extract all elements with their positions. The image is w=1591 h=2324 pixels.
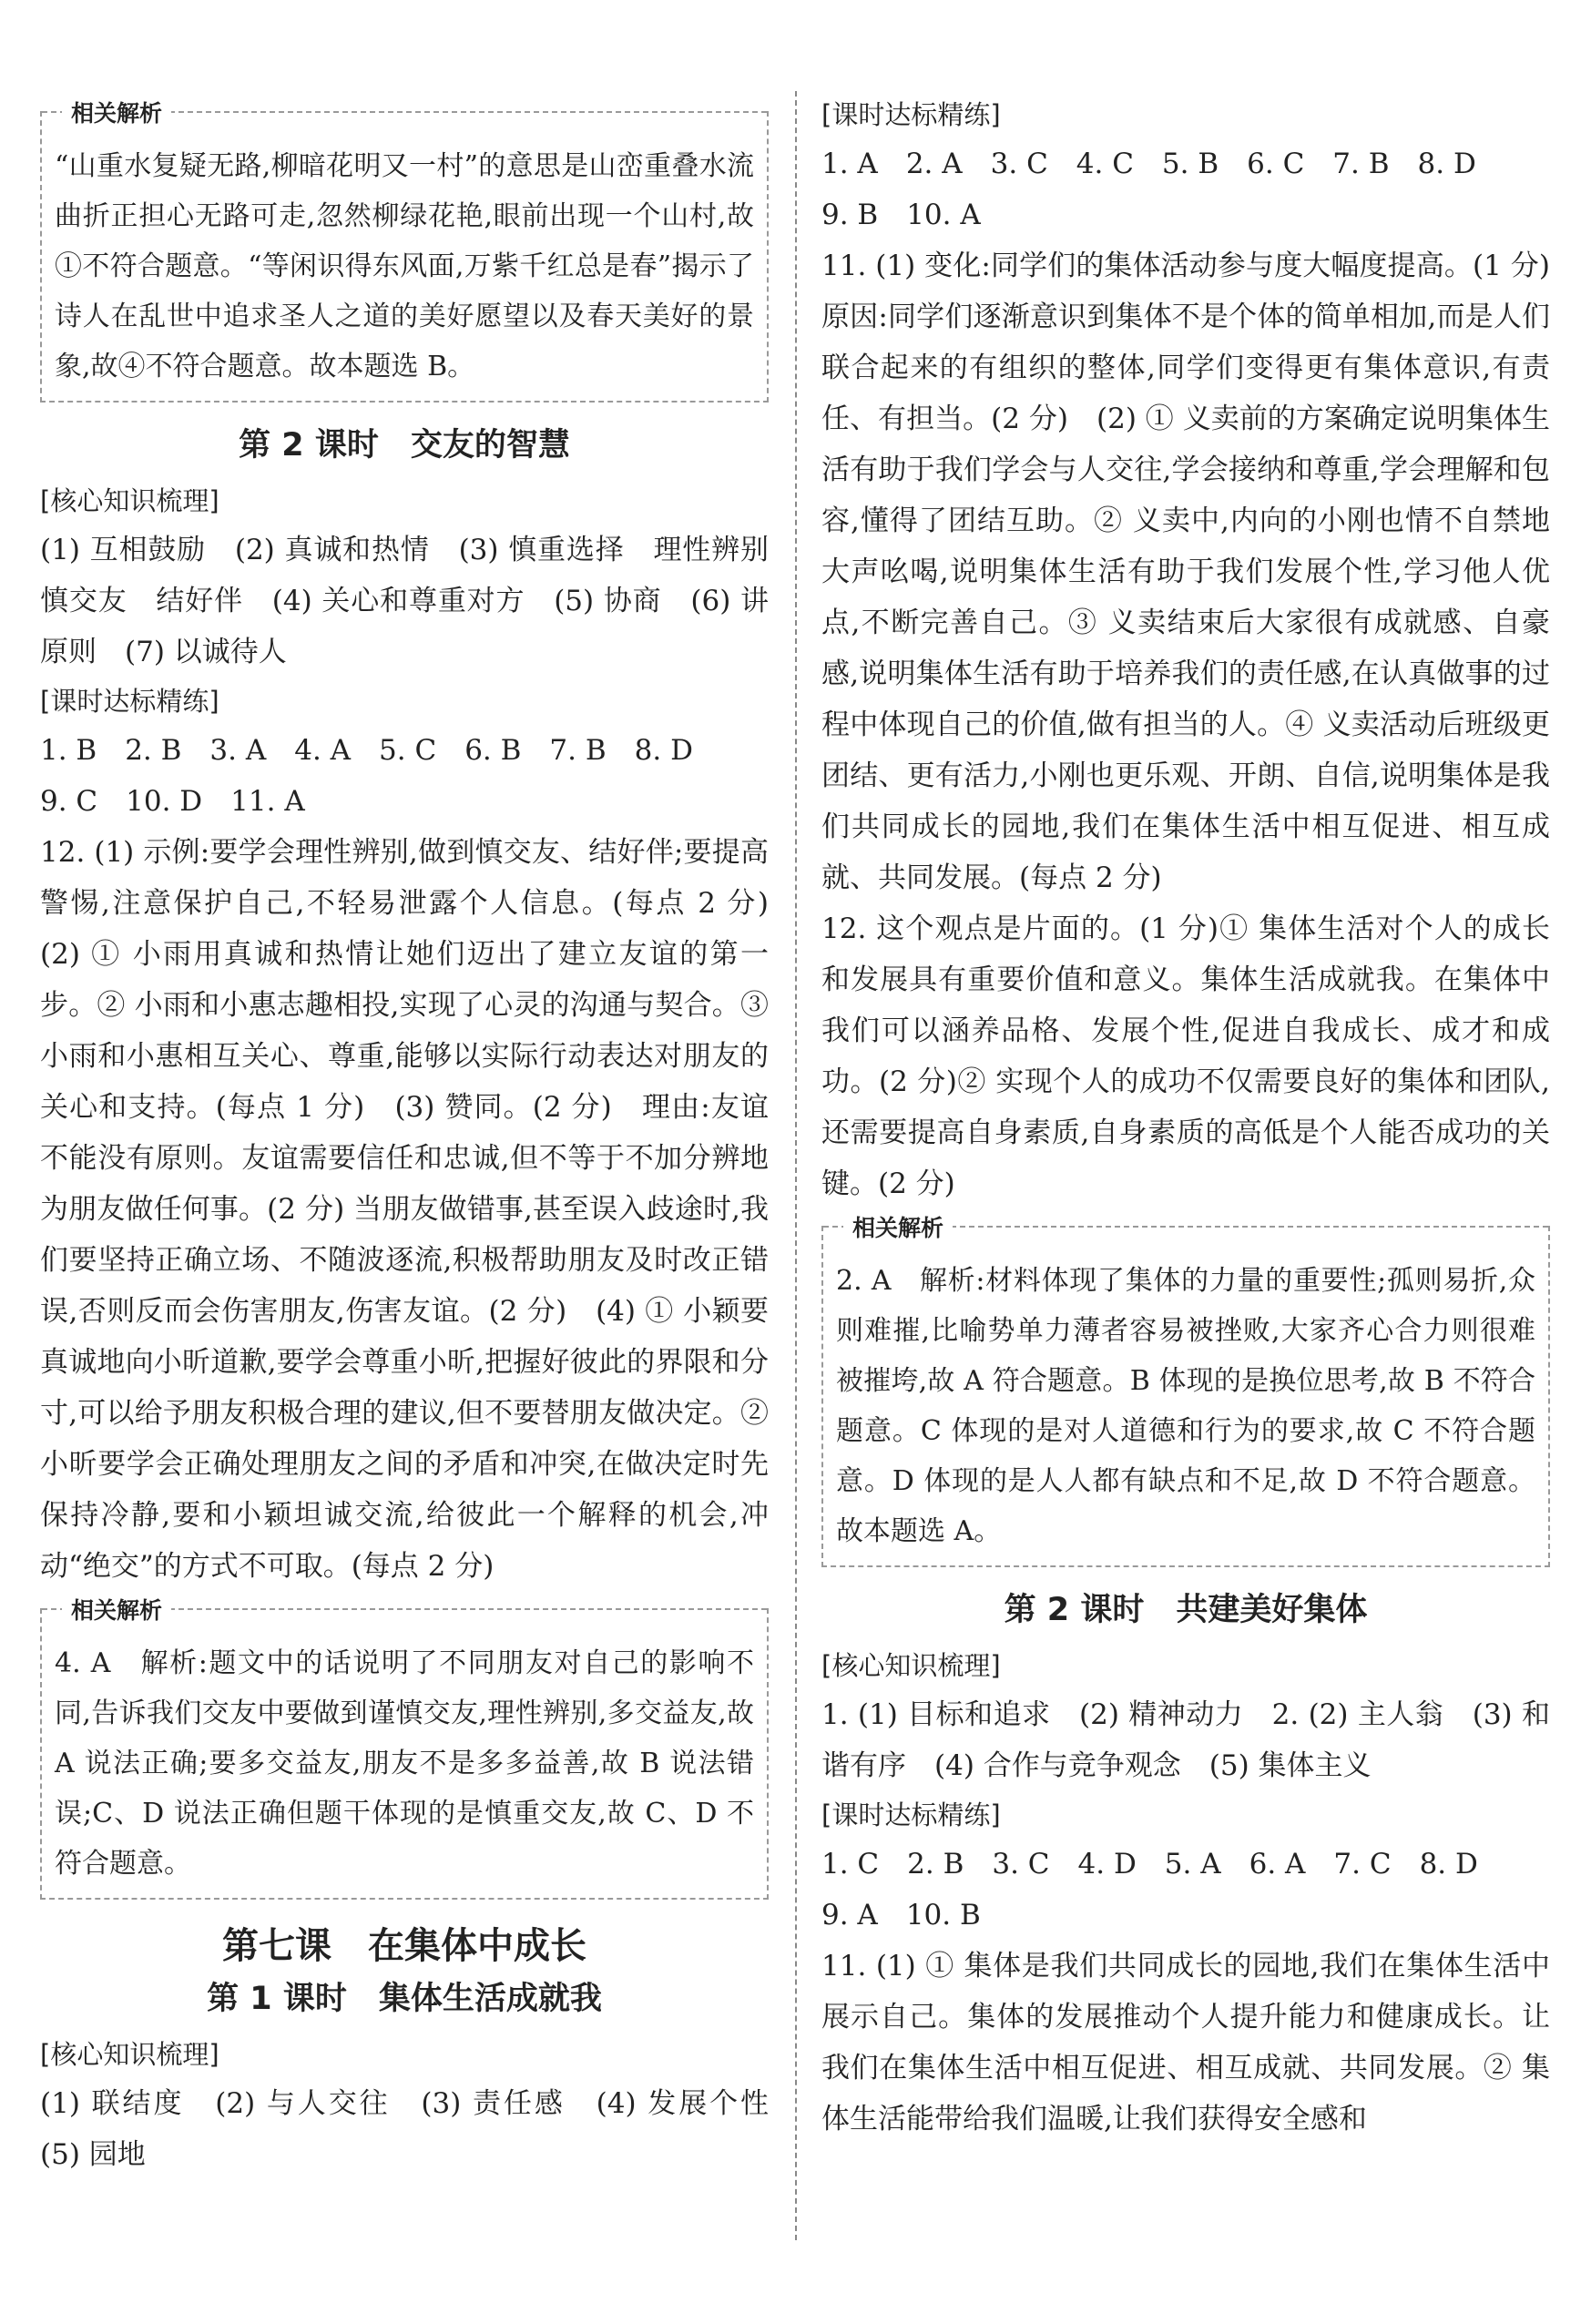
lesson-title: 第 2 课时 交友的智慧 bbox=[239, 427, 570, 464]
knowledge-text: 1. (1) 目标和追求 (2) 精神动力 2. (2) 主人翁 (3) 和谐有序 (4) 合作与竞争观念 (5) 集体主义 bbox=[821, 1698, 1550, 1782]
analysis-box bbox=[821, 1215, 1550, 1567]
question-11-answer: 11. (1) ① 集体是我们共同成长的园地,我们在集体生活中展示自己。集体的发展推动个人提升能力和健康成长。让我们在集体生活中相互促进、相互成就、共同发展。② 集体生活能带给我们温暖,让我们获得安全感和 bbox=[821, 1950, 1550, 2135]
right-column bbox=[821, 91, 1578, 2145]
answers-line: 9. A 10. B bbox=[821, 1899, 981, 1932]
section-tag-knowledge: [核心知识梳理] bbox=[40, 2039, 219, 2070]
section-tag-practice: [课时达标精练] bbox=[821, 99, 1001, 130]
section-tag-practice: [课时达标精练] bbox=[821, 1799, 1001, 1830]
section-tag-knowledge: [核心知识梳理] bbox=[40, 485, 219, 516]
answers-line: 9. C 10. D 11. A bbox=[40, 785, 305, 818]
answers-line: 1. A 2. A 3. C 4. C 5. B 6. C 7. B 8. D bbox=[821, 148, 1476, 180]
lesson-title: 第 2 课时 共建美好集体 bbox=[1004, 1592, 1368, 1628]
lesson-title: 第 1 课时 集体生活成就我 bbox=[207, 1981, 602, 2017]
analysis-label: 相关解析 bbox=[62, 1595, 171, 1626]
analysis-label: 相关解析 bbox=[843, 1213, 953, 1244]
knowledge-text: (1) 联结度 (2) 与人交往 (3) 责任感 (4) 发展个性 (5) 园地 bbox=[40, 2087, 797, 2171]
column-divider bbox=[795, 91, 797, 2240]
question-12-answer: 12. 这个观点是片面的。(1 分)① 集体生活对个人的成长和发展具有重要价值和意义。集体生活成就我。在集体中我们可以涵养品格、发展个性,促进自我成长、成才和成功。(2 分)② 实现个人的成功不仅需要良好的集体和团队,还需要提高自身素质,自身素质的高低是个人能否成功的关键。(2 分) bbox=[821, 912, 1550, 1200]
left-column bbox=[40, 91, 797, 2180]
analysis-label: 相关解析 bbox=[62, 98, 171, 129]
analysis-box bbox=[40, 100, 769, 403]
section-tag-knowledge: [核心知识梳理] bbox=[821, 1650, 1001, 1681]
analysis-text: “山重水复疑无路,柳暗花明又一村”的意思是山峦重叠水流曲折正担心无路可走,忽然柳绿花艳,眼前出现一个山村,故①不符合题意。“等闲识得东风面,万紫千红总是春”揭示了诗人在乱世中追求圣人之道的美好愿望以及春天美好的景象,故④不符合题意。故本题选 B。 bbox=[55, 150, 754, 382]
answers-line: 1. B 2. B 3. A 4. A 5. C 6. B 7. B 8. D bbox=[40, 734, 693, 767]
analysis-text: 2. A 解析:材料体现了集体的力量的重要性;孤则易折,众则难摧,比喻势单力薄者容易被挫败,大家齐心合力则很难被摧垮,故 A 符合题意。B 体现的是换位思考,故 B 不符合题意。C 体现的是对人道德和行为的要求,故 C 不符合题意。D 体现的是人人都有缺点和不足,故 D 不符合题意。故本题选 A。 bbox=[836, 1265, 1535, 1547]
section-tag-practice: [课时达标精练] bbox=[40, 686, 219, 717]
answers-line: 9. B 10. A bbox=[821, 199, 981, 231]
analysis-text: 4. A 解析:题文中的话说明了不同朋友对自己的影响不同,告诉我们交友中要做到谨慎交友,理性辨别,多交益友,故 A 说法正确;要多交益友,朋友不是多多益善,故 B 说法错误;C、D 说法正确但题干体现的是慎重交友,故 C、D 不符合题意。 bbox=[55, 1647, 754, 1880]
question-11-answer: 11. (1) 变化:同学们的集体活动参与度大幅度提高。(1 分) 原因:同学们逐渐意识到集体不是个体的简单相加,而是人们联合起来的有组织的整体,同学们变得更有集体意识,有责任、有担当。(2 分) (2) ① 义卖前的方案确定说明集体生活有助于我们学会与人交往,学会接纳和尊重,学会理解和包容,懂得了团结互助。② 义卖中,内向的小刚也情不自禁地大声吆喝,说明集体生活有助于我们发展个性,学习他人优点,不断完善自己。③ 义卖结束后大家很有成就感、自豪感,说明集体生活有助于培养我们的责任感,在认真做事的过程中体现自己的价值,做有担当的人。④ 义卖活动后班级更团结、更有活力,小刚也更乐观、开朗、自信,说明集体是我们共同成长的园地,我们在集体生活中相互促进、相互成就、共同发展。(每点 2 分) bbox=[821, 250, 1578, 894]
unit-title: 第七课 在集体中成长 bbox=[222, 1925, 586, 1967]
answers-line: 1. C 2. B 3. C 4. D 5. A 6. A 7. C 8. D bbox=[821, 1848, 1478, 1881]
knowledge-text: (1) 互相鼓励 (2) 真诚和热情 (3) 慎重选择 理性辨别 慎交友 结好伴 (4) 关心和尊重对方 (5) 协商 (6) 讲原则 (7) 以诚待人 bbox=[40, 534, 797, 668]
analysis-box bbox=[40, 1597, 769, 1900]
question-12-answer: 12. (1) 示例:要学会理性辨别,做到慎交友、结好伴;要提高警惕,注意保护自己,不轻易泄露个人信息。(每点 2 分) (2) ① 小雨用真诚和热情让她们迈出了建立友谊的第一步。② 小雨和小惠志趣相投,实现了心灵的沟通与契合。③ 小雨和小惠相互关心、尊重,能够以实际行动表达对朋友的关心和支持。(每点 1 分) (3) 赞同。(2 分) 理由:友谊不能没有原则。友谊需要信任和忠诚,但不等于不加分辨地为朋友做任何事。(2 分) 当朋友做错事,甚至误入歧途时,我们要坚持正确立场、不随波逐流,积极帮助朋友及时改正错误,否则反而会伤害朋友,伤害友谊。(2 分) (4) ① 小颖要真诚地向小昕道歉,要学会尊重小昕,把握好彼此的界限和分寸,可以给予朋友积极合理的建议,但不要替朋友做决定。② 小昕要学会正确处理朋友之间的矛盾和冲突,在做决定时先保持冷静,要和小颖坦诚交流,给彼此一个解释的机会,冲动“绝交”的方式不可取。(每点 2 分) bbox=[40, 836, 797, 1583]
